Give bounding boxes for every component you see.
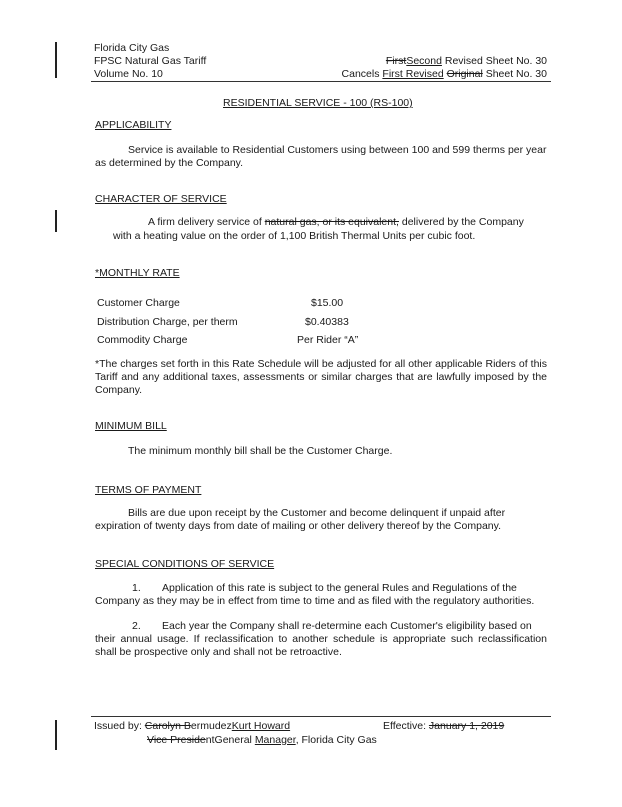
title-rest: , Florida City Gas xyxy=(295,734,377,746)
revision-bar-character xyxy=(55,210,57,232)
cancels-rest: Sheet No. 30 xyxy=(482,68,547,80)
issued-mid: ermudez xyxy=(190,720,232,732)
special-item2-num: 2. xyxy=(132,620,141,632)
issued-inserted: Kurt Howard xyxy=(231,720,291,732)
character-heading: CHARACTER OF SERVICE xyxy=(95,193,227,205)
revision-bar-footer xyxy=(55,720,57,750)
footer-title xyxy=(147,734,377,746)
character-struck: natural gas, or its equivalent, xyxy=(264,216,399,228)
rate-label-1: Distribution Charge, per therm xyxy=(97,316,238,328)
character-line2: with a heating value on the order of 1,100 British Thermal Units per cubic foot. xyxy=(113,230,476,242)
terms-line2: expiration of twenty days from date of mailing or other delivery thereof by the Company. xyxy=(95,520,502,532)
title-mid: nt xyxy=(205,734,215,746)
rate-note: *The charges set forth in this Rate Schedule will be adjusted for all other applicable Riders of this Tariff and any additional taxes, assessments or similar charges that are lawfully imposed by the Company. xyxy=(95,358,547,396)
footer-issued xyxy=(94,720,290,732)
special-item2-text: Each year the Company shall re-determine each Customer's eligibility based on xyxy=(162,620,532,632)
minimum-bill-heading: MINIMUM BILL xyxy=(95,420,167,432)
terms-heading: TERMS OF PAYMENT xyxy=(95,484,202,496)
rate-label-2: Commodity Charge xyxy=(97,334,188,346)
footer-effective xyxy=(383,720,504,732)
sheet-rest: Revised Sheet No. 30 xyxy=(441,55,547,67)
effective-struck: January 1, 2019 xyxy=(428,720,505,732)
cancels-inserted: First Revised xyxy=(382,68,444,80)
character-line1 xyxy=(148,216,524,228)
special-item1-cont: Company as they may be in effect from time to time and as filed with the regulatory authorities. xyxy=(95,595,535,607)
special-item1-num: 1. xyxy=(132,582,141,594)
special-item2-cont: their annual usage. If reclassification to another schedule is appropriate such reclassification shall be prospective only and shall not be retroactive. xyxy=(95,633,547,658)
sheet-inserted: Second xyxy=(406,55,442,67)
sheet-struck: First xyxy=(385,55,407,67)
special-heading: SPECIAL CONDITIONS OF SERVICE xyxy=(95,558,275,570)
minimum-bill-text: The minimum monthly bill shall be the Customer Charge. xyxy=(128,445,393,457)
applicability-line2: as determined by the Company. xyxy=(95,157,244,169)
issued-struck: Carolyn B xyxy=(144,720,191,732)
header-tariff: FPSC Natural Gas Tariff xyxy=(94,55,207,67)
terms-line1: Bills are due upon receipt by the Customer and become delinquent if unpaid after xyxy=(128,507,506,519)
cancels-prefix: Cancels xyxy=(341,68,383,80)
rate-label-0: Customer Charge xyxy=(97,297,180,309)
header-volume: Volume No. 10 xyxy=(94,68,163,80)
rate-value-1: $0.40383 xyxy=(305,316,349,328)
title-inserted1: General xyxy=(214,734,255,746)
character-post: delivered by the Company xyxy=(398,216,524,228)
cancels-struck: Original xyxy=(446,68,483,80)
header-cancels xyxy=(342,68,547,80)
title-inserted2: Manager xyxy=(254,734,296,746)
revision-bar-header xyxy=(55,42,57,78)
applicability-line1: Service is available to Residential Customers using between 100 and 599 therms per year xyxy=(128,144,547,156)
title-struck: Vice Preside xyxy=(147,734,206,746)
page-title: RESIDENTIAL SERVICE - 100 (RS-100) xyxy=(223,97,413,109)
footer-rule xyxy=(91,716,551,717)
rate-value-2: Per Rider “A” xyxy=(297,334,359,346)
special-item1-text: Application of this rate is subject to the general Rules and Regulations of the xyxy=(162,582,517,594)
header-rule xyxy=(91,81,551,82)
header-company: Florida City Gas xyxy=(94,42,170,54)
rate-value-0: $15.00 xyxy=(311,297,344,309)
applicability-heading: APPLICABILITY xyxy=(95,119,172,131)
character-pre: A firm delivery service of xyxy=(148,216,265,228)
effective-label: Effective: xyxy=(383,720,429,732)
issued-label: Issued by: xyxy=(94,720,145,732)
monthly-rate-heading: *MONTHLY RATE xyxy=(95,267,180,279)
header-sheet xyxy=(386,55,547,67)
